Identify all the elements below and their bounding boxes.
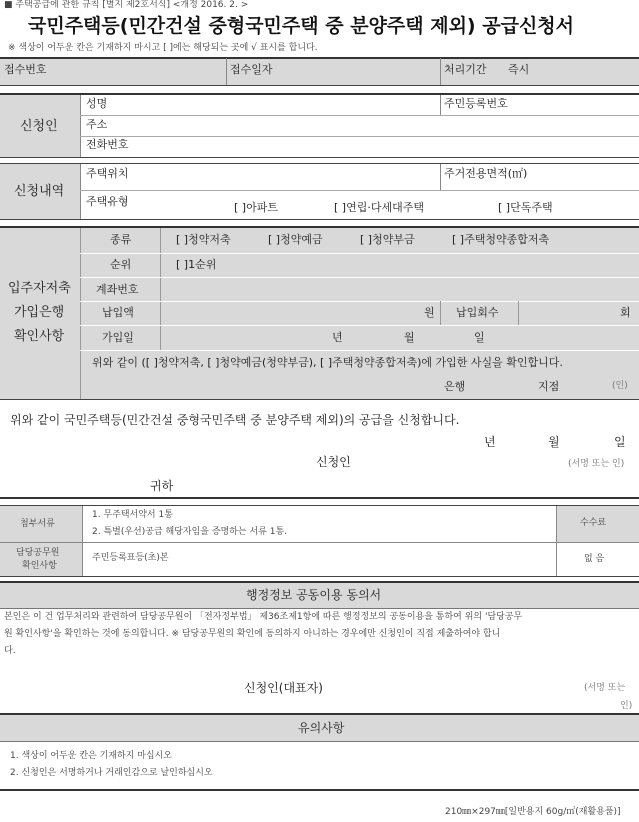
bank-seal: (인) xyxy=(612,381,628,391)
payment-count-label: 납입회수 xyxy=(456,306,499,319)
kind-comprehensive-checkbox: [ ]주택청약종합저축 xyxy=(452,233,550,246)
applicant-section-label: 신청인 xyxy=(20,119,58,134)
join-day: 일 xyxy=(474,331,485,344)
fee-label: 수수료 xyxy=(580,518,607,528)
savings-section-line3: 확인사항 xyxy=(14,329,65,344)
receipt-number-label: 접수번호 xyxy=(4,63,47,76)
kind-deposit-checkbox: [ ]청약예금 xyxy=(268,233,323,246)
officer-check-item: 주민등록표등(초)본 xyxy=(92,553,169,563)
receipt-date-label: 접수일자 xyxy=(230,63,273,76)
rank-first-checkbox: [ ]1순위 xyxy=(176,258,217,271)
receipt-row xyxy=(0,58,639,85)
exclusive-area-label: 주거전용면적(㎡) xyxy=(444,167,528,180)
consent-body-line1: 본인은 이 건 업무처리와 관련하여 담당공무원이 「전자정부법」 제36조제1항에 따른 행정정보의 공동이용을 통하여 위의 '담당공무 xyxy=(4,612,523,622)
savings-confirm-text: 위와 같이 ([ ]청약저축, [ ]청약예금(청약부금), [ ]주택청약종합저축)에 가입한 사실을 확인합니다. xyxy=(92,356,563,369)
address-label: 주소 xyxy=(86,118,108,131)
house-location-label: 주택위치 xyxy=(86,167,129,180)
notes-heading: 유의사항 xyxy=(298,721,345,735)
join-year: 년 xyxy=(332,331,343,344)
join-date-label: 가입일 xyxy=(102,331,134,344)
paid-amount-label: 납입액 xyxy=(102,306,134,319)
officer-check-label-line2: 확인사항 xyxy=(22,561,57,571)
house-type-detached-checkbox[interactable]: [ ]단독주택 xyxy=(498,201,553,214)
consent-sign-note-1: (서명 또는 xyxy=(584,683,626,693)
note-item-1: 1. 색상이 어두운 칸은 기재하지 마십시오 xyxy=(10,751,172,761)
note-item-2: 2. 신청인은 서명하거나 거래인감으로 날인하십시오 xyxy=(10,768,213,778)
declaration-day: 일 xyxy=(614,435,626,449)
addressee: 귀하 xyxy=(150,479,174,493)
account-number-label: 계좌번호 xyxy=(96,283,139,296)
fee-value: 없 음 xyxy=(584,554,605,564)
house-type-apartment-checkbox[interactable]: [ ]아파트 xyxy=(234,201,278,214)
phone-label: 전화번호 xyxy=(86,138,129,151)
rank-label: 순위 xyxy=(110,258,132,271)
processing-period-label: 처리기간 xyxy=(444,63,487,76)
kind-savings-checkbox: [ ]청약저축 xyxy=(176,233,231,246)
house-type-multiplex-checkbox[interactable]: [ ]연립·다세대주택 xyxy=(334,201,424,214)
attachment-item-2: 2. 특별(우선)공급 해당자임을 증명하는 서류 1통. xyxy=(92,527,287,537)
declaration-text: 위와 같이 국민주택등(민간건설 중형국민주택 중 분양주택 제외)의 공급을 신청합니다. xyxy=(10,413,460,427)
house-type-label: 주택유형 xyxy=(86,195,129,208)
declaration-year: 년 xyxy=(484,435,496,449)
declaration-month: 월 xyxy=(548,435,560,449)
declaration-sign-note: (서명 또는 인) xyxy=(568,459,625,469)
declaration-applicant: 신청인 xyxy=(316,455,351,469)
attachment-item-1: 1. 무주택서약서 1통 xyxy=(92,510,173,520)
consent-heading: 행정정보 공동이용 동의서 xyxy=(246,588,382,602)
name-label: 성명 xyxy=(86,97,108,110)
consent-sign-note-2: 인) xyxy=(620,701,633,711)
consent-signer: 신청인(대표자) xyxy=(244,681,323,695)
details-section-label: 신청내역 xyxy=(14,184,65,199)
join-month: 월 xyxy=(404,331,415,344)
rrn-label: 주민등록번호 xyxy=(444,97,508,110)
savings-section-line1: 입주자저축 xyxy=(8,281,71,296)
form-title: 국민주택등(민간건설 중형국민주택 중 분양주택 제외) 공급신청서 xyxy=(28,15,575,37)
legal-reference: ■ 주택공급에 관한 규칙 [별지 제2호서식] <개정 2016. 2. > xyxy=(4,0,249,10)
amount-unit: 원 xyxy=(424,306,435,319)
form-note: ※ 색상이 어두운 칸은 기재하지 마시고 [ ]에는 해당되는 곳에 √ 표시를 합니다. xyxy=(8,43,318,53)
processing-period-value: 즉시 xyxy=(508,63,530,76)
count-unit: 회 xyxy=(620,306,631,319)
consent-body-line3: 다. xyxy=(4,646,16,656)
attachments-label: 첨부서류 xyxy=(20,519,55,529)
branch-label: 지점 xyxy=(538,380,560,393)
paper-spec: 210㎜×297㎜[일반용지 60g/㎡(재활용품)] xyxy=(445,807,621,817)
bank-label: 은행 xyxy=(444,380,466,393)
kind-installment-checkbox: [ ]청약부금 xyxy=(360,233,415,246)
savings-section-line2: 가입은행 xyxy=(14,305,65,320)
savings-kind-label: 종류 xyxy=(110,233,132,246)
consent-body-line2: 원 확인사항'을 확인하는 것에 동의합니다. ※ 담당공무원의 확인에 동의하지 아니하는 경우에만 신청인이 직접 제출하여야 합니 xyxy=(4,629,501,639)
officer-check-label-line1: 담당공무원 xyxy=(16,548,60,558)
